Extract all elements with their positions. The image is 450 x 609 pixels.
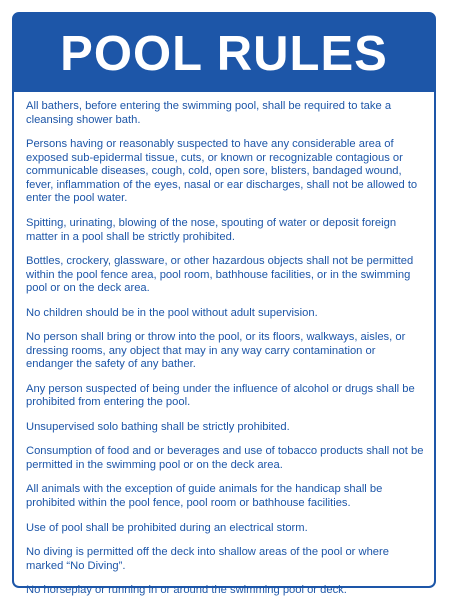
rules-list: [26, 100, 424, 609]
rule-3: Spitting, urinating, blowing of the nose, spouting of water or deposit foreign matter in a pool shall be strictly prohibited.: [26, 216, 397, 243]
sign-header: [14, 14, 434, 92]
rule-6: No person shall bring or throw into the pool, or its floors, walkways, aisles, or dressing rooms, any object that may in any way carry contamination or endanger the safety of any bather.: [26, 331, 406, 371]
rule-13: No horseplay or running in or around the swimming pool or deck.: [26, 584, 347, 597]
rule-5: No children should be in the pool without adult supervision.: [26, 306, 318, 319]
rule-4: Bottles, crockery, glassware, or other hazardous objects shall not be permitted within the pool fence area, pool room, bathhouse facilities, or in the swimming pool or on the deck area.: [26, 255, 414, 295]
rule-11: Use of pool shall be prohibited during an electrical storm.: [26, 521, 308, 534]
rule-1: All bathers, before entering the swimming pool, shall be required to take a cleansing shower bath.: [26, 100, 392, 126]
rule-8: Unsupervised solo bathing shall be strictly prohibited.: [26, 420, 290, 433]
rule-7: Any person suspected of being under the influence of alcohol or drugs shall be prohibited from entering the pool.: [26, 382, 415, 409]
pool-rules-sign: [12, 12, 436, 597]
rule-9: Consumption of food and or beverages and use of tobacco products shall not be permitted in the swimming pool or on the deck area.: [26, 445, 424, 471]
rule-2: Persons having or reasonably suspected to have any considerable area of exposed sub-epidermal tissue, cuts, or known or recognizable contagious or communicable diseases, cough, cold, open sore, blisters, bandaged wound, fever, inflammation of the eyes, nasal or ear discharges, shall not be allowed to enter the pool water.: [26, 138, 418, 205]
rule-12: No diving is permitted off the deck into shallow areas of the pool or where marked “No Diving”.: [26, 546, 389, 572]
sign-title: POOL RULES: [60, 26, 388, 81]
rule-10: All animals with the exception of guide animals for the handicap shall be prohibited within the pool fence, pool room or bathhouse facilities.: [26, 483, 383, 510]
